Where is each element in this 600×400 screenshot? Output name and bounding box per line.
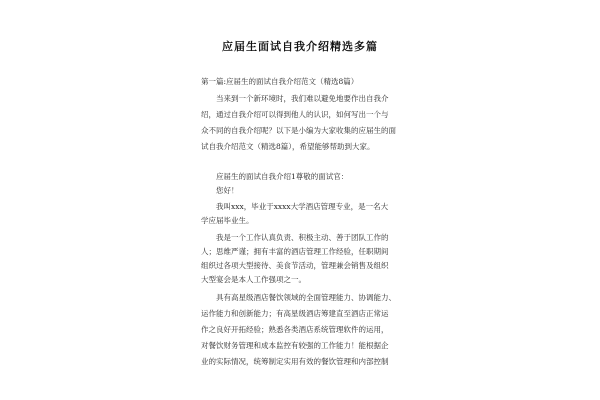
intro-line-3: 众不同的自我介绍呢？以下是小编为大家收集的应届生的面 <box>201 126 396 135</box>
intro-line-2: 绍，通过自我介绍可以得到他人的认识，如何写出一个与 <box>201 110 389 119</box>
para2-line-1: 我是一个工作认真负责、积极主动、善于团队工作的 <box>216 233 389 242</box>
para3-line-5: 业的实际情况，统筹制定实用有效的餐饮管理和内部控制 <box>201 357 389 366</box>
document-title: 应届生面试自我介绍精选多篇 <box>222 40 378 53</box>
essay-heading: 应届生的面试自我介绍1尊敬的面试官： <box>216 172 349 181</box>
intro-line-1: 当来到一个新环境时，我们难以避免地要作出自我介 <box>216 94 389 103</box>
greeting: 您好！ <box>216 186 239 195</box>
para3-line-2: 运作能力和创新能力；有高星级酒店筹建直至酒店正常运 <box>201 309 389 318</box>
para1-line-1: 我叫xxx，毕业于xxxx大学酒店管理专业，是一名大 <box>216 202 389 211</box>
para2-line-4: 大型宴会是本人工作强项之一。 <box>201 275 306 284</box>
intro-line-4: 试自我介绍范文（精选8篇），希望能够帮助到大家。 <box>201 142 375 151</box>
para3-line-4: 对餐饮财务管理和成本监控有较强的工作能力！能根据企 <box>201 341 389 350</box>
para1-line-2: 学应届毕业生。 <box>201 216 254 225</box>
para2-line-3: 组织过各项大型接待、美食节活动，管理兼会销售及组织 <box>201 261 389 270</box>
section-heading: 第一篇:应届生的面试自我介绍范文（精选8篇） <box>201 77 359 86</box>
para2-line-2: 人；思维严谨；拥有丰富的酒店管理工作经验，任职期间 <box>201 247 389 256</box>
para3-line-1: 具有高星级酒店餐饮领域的全面管理能力、协调能力、 <box>216 293 396 302</box>
para3-line-3: 作之良好开拓经验；熟悉各类酒店系统管理软件的运用， <box>201 325 389 334</box>
